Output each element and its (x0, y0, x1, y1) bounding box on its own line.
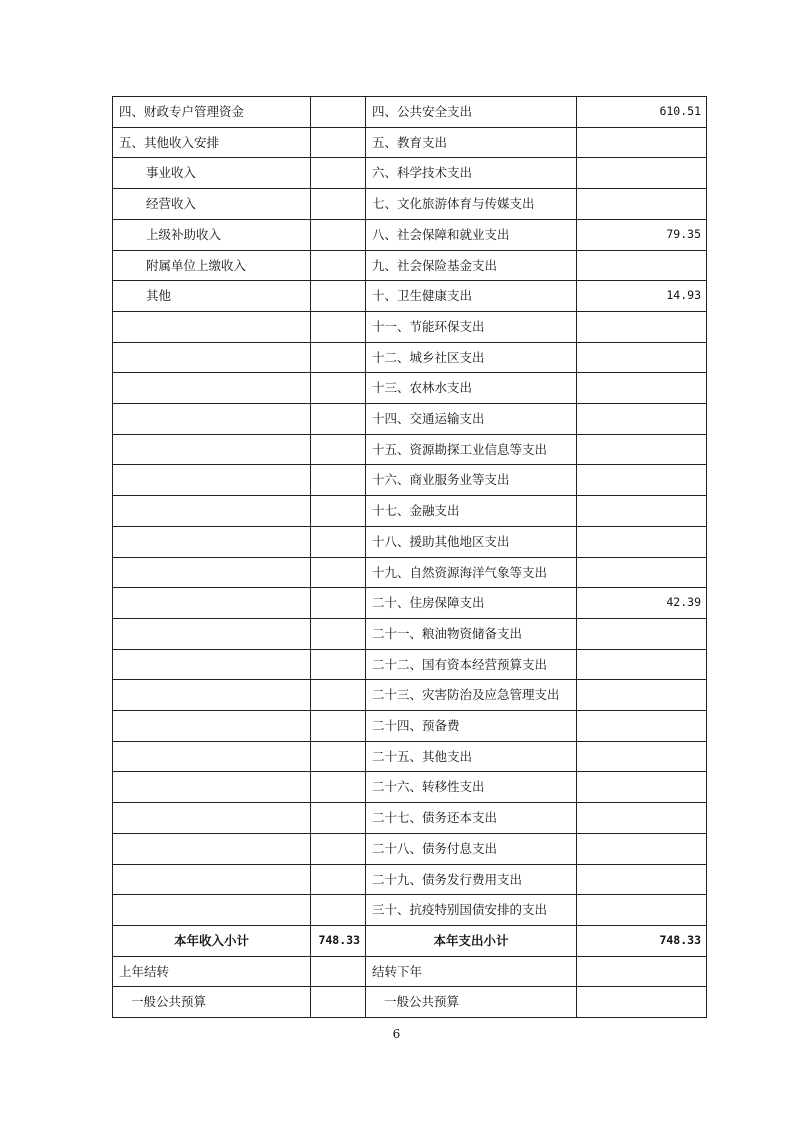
income-amount (311, 342, 366, 373)
expense-amount (577, 127, 707, 158)
expense-item: 十、卫生健康支出 (366, 281, 577, 312)
income-item: 四、财政专户管理资金 (113, 97, 311, 128)
expense-item: 二十四、预备费 (366, 711, 577, 742)
table-row (113, 250, 707, 281)
income-amount (311, 649, 366, 680)
table-row (113, 618, 707, 649)
expense-amount (577, 342, 707, 373)
income-item (113, 833, 311, 864)
expense-item: 十一、节能环保支出 (366, 311, 577, 342)
income-amount (311, 97, 366, 128)
expense-amount (577, 956, 707, 987)
income-amount (311, 741, 366, 772)
income-amount (311, 833, 366, 864)
expense-amount (577, 404, 707, 435)
income-item: 事业收入 (113, 158, 311, 189)
expense-item: 十九、自然资源海洋气象等支出 (366, 557, 577, 588)
income-item (113, 741, 311, 772)
expense-amount (577, 895, 707, 926)
income-amount (311, 618, 366, 649)
income-item (113, 588, 311, 619)
income-item (113, 434, 311, 465)
expense-amount (577, 741, 707, 772)
table-row (113, 434, 707, 465)
expense-amount (577, 649, 707, 680)
income-item: 上年结转 (113, 956, 311, 987)
table-row (113, 772, 707, 803)
income-item (113, 895, 311, 926)
income-item (113, 373, 311, 404)
expense-item: 十六、商业服务业等支出 (366, 465, 577, 496)
income-item (113, 342, 311, 373)
expense-item: 七、文化旅游体育与传媒支出 (366, 189, 577, 220)
income-amount (311, 772, 366, 803)
income-item (113, 864, 311, 895)
table-row (113, 864, 707, 895)
expense-item: 十二、城乡社区支出 (366, 342, 577, 373)
expense-amount (577, 987, 707, 1018)
income-subtotal-value: 748.33 (311, 925, 366, 956)
income-item (113, 803, 311, 834)
expense-item: 六、科学技术支出 (366, 158, 577, 189)
expense-item: 五、教育支出 (366, 127, 577, 158)
income-item (113, 649, 311, 680)
expense-item: 一般公共预算 (366, 987, 577, 1018)
expense-amount (577, 465, 707, 496)
table-row (113, 97, 707, 128)
income-item: 五、其他收入安排 (113, 127, 311, 158)
expense-item: 十八、援助其他地区支出 (366, 526, 577, 557)
table-row (113, 741, 707, 772)
expense-item: 八、社会保障和就业支出 (366, 219, 577, 250)
income-amount (311, 987, 366, 1018)
income-item (113, 311, 311, 342)
table-row (113, 588, 707, 619)
income-amount (311, 219, 366, 250)
expense-amount (577, 680, 707, 711)
expense-item: 十五、资源勘探工业信息等支出 (366, 434, 577, 465)
expense-amount (577, 373, 707, 404)
table-row (113, 404, 707, 435)
expense-item: 二十六、转移性支出 (366, 772, 577, 803)
expense-item: 二十、住房保障支出 (366, 588, 577, 619)
income-item (113, 526, 311, 557)
table-row (113, 526, 707, 557)
income-item: 其他 (113, 281, 311, 312)
table-row (113, 711, 707, 742)
total-row (113, 925, 707, 956)
table-row (113, 373, 707, 404)
expense-amount (577, 557, 707, 588)
table-row (113, 342, 707, 373)
expense-amount (577, 496, 707, 527)
expense-item: 二十九、债务发行费用支出 (366, 864, 577, 895)
expense-item: 十三、农林水支出 (366, 373, 577, 404)
expense-amount (577, 158, 707, 189)
expense-amount (577, 864, 707, 895)
income-amount (311, 434, 366, 465)
table-row (113, 311, 707, 342)
expense-amount: 610.51 (577, 97, 707, 128)
expense-amount: 79.35 (577, 219, 707, 250)
table-row (113, 496, 707, 527)
expense-amount (577, 711, 707, 742)
table-row (113, 680, 707, 711)
expense-amount (577, 526, 707, 557)
income-amount (311, 281, 366, 312)
income-item (113, 496, 311, 527)
expense-item: 二十二、国有资本经营预算支出 (366, 649, 577, 680)
expense-item: 二十八、债务付息支出 (366, 833, 577, 864)
income-subtotal-label: 本年收入小计 (113, 925, 311, 956)
expense-item: 九、社会保险基金支出 (366, 250, 577, 281)
income-amount (311, 465, 366, 496)
income-item (113, 404, 311, 435)
expense-amount: 42.39 (577, 588, 707, 619)
expense-item: 二十三、灾害防治及应急管理支出 (366, 680, 577, 711)
expense-amount (577, 772, 707, 803)
table-row (113, 557, 707, 588)
expense-subtotal-label: 本年支出小计 (366, 925, 577, 956)
income-item (113, 618, 311, 649)
income-amount (311, 158, 366, 189)
table-row (113, 895, 707, 926)
income-amount (311, 127, 366, 158)
expense-item: 十七、金融支出 (366, 496, 577, 527)
income-amount (311, 496, 366, 527)
income-item: 一般公共预算 (113, 987, 311, 1018)
income-amount (311, 404, 366, 435)
income-item: 附属单位上缴收入 (113, 250, 311, 281)
income-amount (311, 250, 366, 281)
income-item (113, 557, 311, 588)
expense-item: 四、公共安全支出 (366, 97, 577, 128)
table-row (113, 987, 707, 1018)
income-item (113, 711, 311, 742)
income-amount (311, 189, 366, 220)
income-item (113, 465, 311, 496)
table-row (113, 219, 707, 250)
expense-subtotal-value: 748.33 (577, 925, 707, 956)
expense-amount (577, 311, 707, 342)
expense-item: 结转下年 (366, 956, 577, 987)
expense-item: 三十、抗疫特别国债安排的支出 (366, 895, 577, 926)
expense-item: 二十七、债务还本支出 (366, 803, 577, 834)
expense-amount (577, 618, 707, 649)
table-row (113, 158, 707, 189)
income-amount (311, 803, 366, 834)
table-row (113, 803, 707, 834)
table-row (113, 127, 707, 158)
expense-amount: 14.93 (577, 281, 707, 312)
expense-amount (577, 434, 707, 465)
expense-amount (577, 189, 707, 220)
table-row (113, 189, 707, 220)
income-amount (311, 557, 366, 588)
expense-amount (577, 803, 707, 834)
income-amount (311, 373, 366, 404)
table-row (113, 281, 707, 312)
table-row (113, 465, 707, 496)
income-amount (311, 956, 366, 987)
income-item: 经营收入 (113, 189, 311, 220)
expense-item: 二十一、粮油物资储备支出 (366, 618, 577, 649)
table-row (113, 833, 707, 864)
page-number: 6 (392, 1027, 401, 1041)
expense-item: 二十五、其他支出 (366, 741, 577, 772)
expense-amount (577, 833, 707, 864)
income-amount (311, 526, 366, 557)
income-amount (311, 588, 366, 619)
expense-item: 十四、交通运输支出 (366, 404, 577, 435)
table-row (113, 956, 707, 987)
income-amount (311, 895, 366, 926)
expense-amount (577, 250, 707, 281)
income-item: 上级补助收入 (113, 219, 311, 250)
income-amount (311, 680, 366, 711)
income-item (113, 680, 311, 711)
income-amount (311, 311, 366, 342)
budget-table (112, 96, 707, 1018)
income-amount (311, 864, 366, 895)
income-amount (311, 711, 366, 742)
table-row (113, 649, 707, 680)
income-item (113, 772, 311, 803)
